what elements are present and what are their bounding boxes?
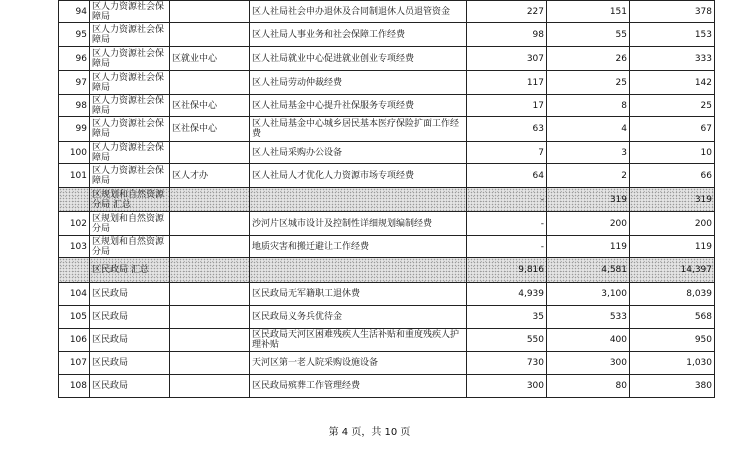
amount-cell-2: 8 bbox=[547, 95, 630, 117]
amount-cell-1: 98 bbox=[467, 23, 547, 47]
amount-cell-1: 9,816 bbox=[467, 258, 547, 283]
project-name-cell: 区人社局人才优化人力资源市场专项经费 bbox=[250, 164, 467, 188]
amount-cell-1: 7 bbox=[467, 142, 547, 164]
row-number-cell: 98 bbox=[59, 95, 90, 117]
sub-unit-cell bbox=[170, 258, 250, 283]
total-cell: 67 bbox=[630, 117, 715, 142]
amount-cell-1: 35 bbox=[467, 306, 547, 329]
total-cell: 8,039 bbox=[630, 283, 715, 306]
project-name-cell: 区人社局人事业务和社会保障工作经费 bbox=[250, 23, 467, 47]
sub-unit-cell: 区就业中心 bbox=[170, 47, 250, 71]
total-cell: 10 bbox=[630, 142, 715, 164]
row-number-cell: 99 bbox=[59, 117, 90, 142]
project-name-cell bbox=[250, 188, 467, 212]
table-body bbox=[59, 1, 715, 398]
department-cell: 区规划和自然资源分局 bbox=[90, 212, 170, 236]
row-number-cell: 97 bbox=[59, 71, 90, 95]
row-number-cell: 106 bbox=[59, 329, 90, 352]
sub-unit-cell: 区人才办 bbox=[170, 164, 250, 188]
amount-cell-2: 3 bbox=[547, 142, 630, 164]
summary-row bbox=[59, 258, 715, 283]
row-number-cell: 101 bbox=[59, 164, 90, 188]
department-cell: 区人力资源社会保障局 bbox=[90, 47, 170, 71]
amount-cell-1: 300 bbox=[467, 375, 547, 398]
amount-cell-2: 533 bbox=[547, 306, 630, 329]
sub-unit-cell bbox=[170, 212, 250, 236]
row-number-cell: 96 bbox=[59, 47, 90, 71]
amount-cell-1: - bbox=[467, 212, 547, 236]
project-name-cell: 区人社局就业中心促进就业创业专项经费 bbox=[250, 47, 467, 71]
department-cell: 区民政局 bbox=[90, 329, 170, 352]
department-cell: 区规划和自然资源分局 汇总 bbox=[90, 188, 170, 212]
total-cell: 25 bbox=[630, 95, 715, 117]
total-cell: 142 bbox=[630, 71, 715, 95]
sub-unit-cell bbox=[170, 236, 250, 258]
project-name-cell bbox=[250, 258, 467, 283]
table-row bbox=[59, 306, 715, 329]
table-row bbox=[59, 71, 715, 95]
table-row bbox=[59, 283, 715, 306]
sub-unit-cell bbox=[170, 23, 250, 47]
total-cell: 1,030 bbox=[630, 352, 715, 375]
department-cell: 区民政局 bbox=[90, 375, 170, 398]
department-cell: 区人力资源社会保障局 bbox=[90, 95, 170, 117]
total-cell: 66 bbox=[630, 164, 715, 188]
department-cell: 区规划和自然资源分局 bbox=[90, 236, 170, 258]
project-name-cell: 区民政局无军籍职工退休费 bbox=[250, 283, 467, 306]
department-cell: 区人力资源社会保障局 bbox=[90, 164, 170, 188]
amount-cell-2: 319 bbox=[547, 188, 630, 212]
amount-cell-1: 63 bbox=[467, 117, 547, 142]
project-name-cell: 区人社局劳动仲裁经费 bbox=[250, 71, 467, 95]
amount-cell-2: 80 bbox=[547, 375, 630, 398]
table-row bbox=[59, 142, 715, 164]
sub-unit-cell: 区社保中心 bbox=[170, 95, 250, 117]
sub-unit-cell bbox=[170, 1, 250, 23]
department-cell: 区民政局 bbox=[90, 283, 170, 306]
row-number-cell: 94 bbox=[59, 1, 90, 23]
amount-cell-1: 64 bbox=[467, 164, 547, 188]
project-name-cell: 区民政局义务兵优待金 bbox=[250, 306, 467, 329]
row-number-cell: 103 bbox=[59, 236, 90, 258]
department-cell: 区人力资源社会保障局 bbox=[90, 142, 170, 164]
project-name-cell: 区民政局天河区困难残疾人生活补贴和重度残疾人护理补贴 bbox=[250, 329, 467, 352]
row-number-cell: 104 bbox=[59, 283, 90, 306]
sub-unit-cell: 区社保中心 bbox=[170, 117, 250, 142]
department-cell: 区人力资源社会保障局 bbox=[90, 23, 170, 47]
project-name-cell: 区人社局基金中心城乡居民基本医疗保险扩面工作经费 bbox=[250, 117, 467, 142]
amount-cell-1: 227 bbox=[467, 1, 547, 23]
project-name-cell: 区人社局采购办公设备 bbox=[250, 142, 467, 164]
table-row bbox=[59, 23, 715, 47]
row-number-cell: 102 bbox=[59, 212, 90, 236]
total-cell: 378 bbox=[630, 1, 715, 23]
amount-cell-2: 2 bbox=[547, 164, 630, 188]
table-row bbox=[59, 164, 715, 188]
project-name-cell: 天河区第一老人院采购设施设备 bbox=[250, 352, 467, 375]
project-name-cell: 区人社局基金中心提升社保服务专项经费 bbox=[250, 95, 467, 117]
row-number-cell: 95 bbox=[59, 23, 90, 47]
table-row bbox=[59, 95, 715, 117]
project-name-cell: 区民政局殡葬工作管理经费 bbox=[250, 375, 467, 398]
table-row bbox=[59, 117, 715, 142]
amount-cell-2: 400 bbox=[547, 329, 630, 352]
amount-cell-2: 25 bbox=[547, 71, 630, 95]
sub-unit-cell bbox=[170, 71, 250, 95]
amount-cell-2: 4 bbox=[547, 117, 630, 142]
amount-cell-1: 730 bbox=[467, 352, 547, 375]
amount-cell-2: 300 bbox=[547, 352, 630, 375]
project-name-cell: 地质灾害和搬迁避让工作经费 bbox=[250, 236, 467, 258]
sub-unit-cell bbox=[170, 352, 250, 375]
department-cell: 区人力资源社会保障局 bbox=[90, 1, 170, 23]
table-row bbox=[59, 375, 715, 398]
sub-unit-cell bbox=[170, 329, 250, 352]
total-cell: 319 bbox=[630, 188, 715, 212]
amount-cell-1: 17 bbox=[467, 95, 547, 117]
amount-cell-2: 151 bbox=[547, 1, 630, 23]
amount-cell-2: 55 bbox=[547, 23, 630, 47]
total-cell: 119 bbox=[630, 236, 715, 258]
department-cell: 区民政局 汇总 bbox=[90, 258, 170, 283]
row-number-cell: 108 bbox=[59, 375, 90, 398]
total-cell: 568 bbox=[630, 306, 715, 329]
table-row bbox=[59, 212, 715, 236]
row-number-cell: 107 bbox=[59, 352, 90, 375]
row-number-cell: 105 bbox=[59, 306, 90, 329]
row-number-cell bbox=[59, 258, 90, 283]
row-number-cell: 100 bbox=[59, 142, 90, 164]
total-cell: 200 bbox=[630, 212, 715, 236]
total-cell: 14,397 bbox=[630, 258, 715, 283]
table-row bbox=[59, 1, 715, 23]
department-cell: 区人力资源社会保障局 bbox=[90, 117, 170, 142]
project-name-cell: 沙河片区城市设计及控制性详细规划编制经费 bbox=[250, 212, 467, 236]
table-row bbox=[59, 329, 715, 352]
total-cell: 153 bbox=[630, 23, 715, 47]
table-row bbox=[59, 236, 715, 258]
summary-row bbox=[59, 188, 715, 212]
amount-cell-2: 3,100 bbox=[547, 283, 630, 306]
amount-cell-2: 200 bbox=[547, 212, 630, 236]
amount-cell-1: 117 bbox=[467, 71, 547, 95]
project-name-cell: 区人社局社会申办退休及合同制退休人员退管资金 bbox=[250, 1, 467, 23]
amount-cell-1: 550 bbox=[467, 329, 547, 352]
amount-cell-2: 4,581 bbox=[547, 258, 630, 283]
total-cell: 333 bbox=[630, 47, 715, 71]
amount-cell-1: 307 bbox=[467, 47, 547, 71]
budget-table bbox=[58, 0, 715, 398]
total-cell: 380 bbox=[630, 375, 715, 398]
department-cell: 区民政局 bbox=[90, 306, 170, 329]
page-footer: 第 4 页，共 10 页 bbox=[328, 427, 411, 438]
sub-unit-cell bbox=[170, 283, 250, 306]
total-cell: 950 bbox=[630, 329, 715, 352]
sub-unit-cell bbox=[170, 375, 250, 398]
sub-unit-cell bbox=[170, 142, 250, 164]
department-cell: 区人力资源社会保障局 bbox=[90, 71, 170, 95]
amount-cell-1: - bbox=[467, 188, 547, 212]
amount-cell-1: - bbox=[467, 236, 547, 258]
row-number-cell bbox=[59, 188, 90, 212]
table-row bbox=[59, 47, 715, 71]
sub-unit-cell bbox=[170, 306, 250, 329]
amount-cell-2: 119 bbox=[547, 236, 630, 258]
sub-unit-cell bbox=[170, 188, 250, 212]
amount-cell-2: 26 bbox=[547, 47, 630, 71]
table-row bbox=[59, 352, 715, 375]
amount-cell-1: 4,939 bbox=[467, 283, 547, 306]
department-cell: 区民政局 bbox=[90, 352, 170, 375]
